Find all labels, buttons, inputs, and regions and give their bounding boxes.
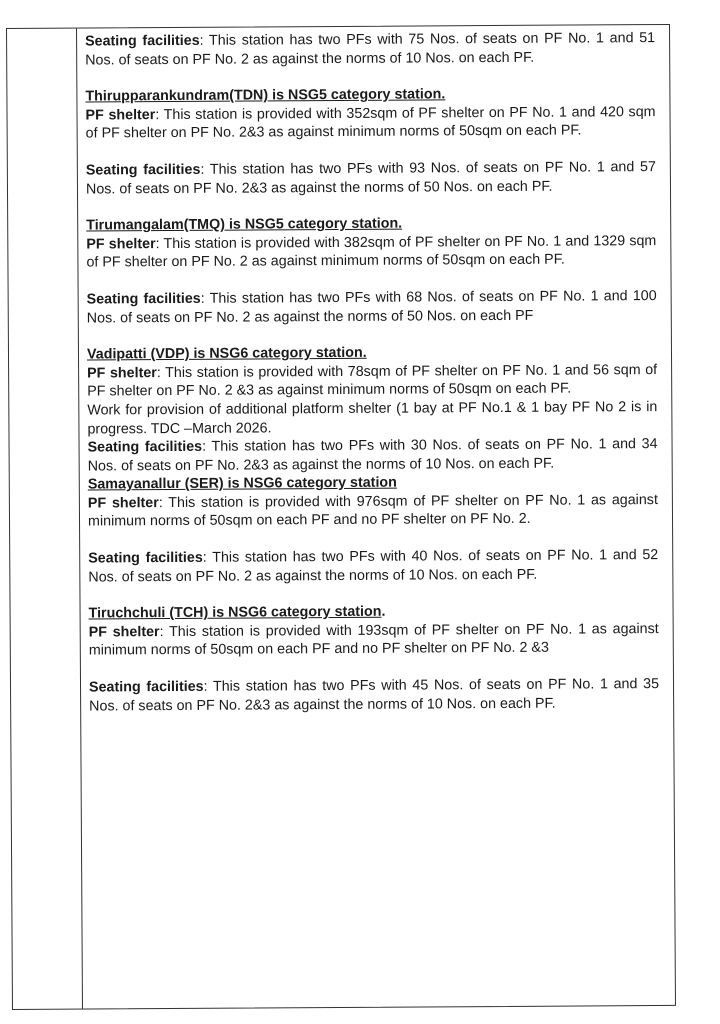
seating-paragraph	[87, 287, 657, 328]
heading-suffix: .	[381, 603, 386, 620]
seating-label: Seating facilities	[85, 32, 200, 50]
seating-label: Seating facilities	[85, 161, 201, 179]
station-heading: Thirupparankundram(TDN) is NSG5 category station.	[85, 86, 446, 105]
station-section-vdp	[87, 342, 658, 476]
shelter-text: : This station is provided with 193sqm of PF shelter on PF No. 1 as against minimum norms of 50sqm on each PF and no PF shelter on PF No. 2 &3	[88, 620, 659, 659]
shelter-label: PF shelter	[88, 623, 160, 641]
seating-label: Seating facilities	[86, 290, 201, 308]
shelter-label: PF shelter	[85, 106, 156, 124]
seating-label: Seating facilities	[87, 438, 203, 456]
seating-paragraph	[88, 546, 658, 587]
shelter-text: : This station is provided with 976sqm of PF shelter on PF No. 1 as against minimum norms of 50sqm on each PF and no PF shelter on PF No. 2.	[87, 491, 658, 530]
pf-shelter-paragraph	[88, 491, 658, 532]
shelter-text: : This station is provided with 78sqm of PF shelter on PF No. 1 and 56 sqm of PF shelter on PF No. 2 &3 as against minimum norms of 50sqm on each PF.	[87, 361, 658, 400]
seating-text: : This station has two PFs with 40 Nos. of seats on PF No. 1 and 52 Nos. of seats on PF No. 2 as against the norms of 10 Nos. on each PF.	[88, 547, 659, 586]
shelter-label: PF shelter	[86, 235, 156, 253]
seating-paragraph	[89, 675, 659, 716]
seating-text: : This station has two PFs with 45 Nos. of seats on PF No. 1 and 35 Nos. of seats on PF No. 2&3 as against the norms of 10 Nos. on each PF.	[89, 676, 660, 715]
station-heading: Vadipatti (VDP) is NSG6 category station.	[86, 344, 367, 363]
seating-text: : This station has two PFs with 30 Nos. of seats on PF No. 1 and 34 Nos. of seats on PF No. 2&3 as against the norms of 10 Nos. on each PF.	[87, 436, 658, 475]
seating-label: Seating facilities	[88, 678, 204, 696]
seating-paragraph	[88, 435, 658, 476]
shelter-text: : This station is provided with 382sqm of PF shelter on PF No. 1 and 1329 sqm of PF shelter on PF No. 2 as against minimum norms of 50sqm on each PF.	[86, 232, 657, 271]
content-cell	[85, 29, 659, 716]
seating-text: : This station has two PFs with 75 Nos. of seats on PF No. 1 and 51 Nos. of seats on PF No. 2 as against the norms of 10 Nos. on each PF.	[85, 30, 656, 69]
pf-shelter-paragraph	[85, 103, 655, 144]
shelter-text: : This station is provided with 352sqm of PF shelter on PF No. 1 and 420 sqm of PF shelter on PF No. 2&3 as against minimum norms of 50sqm on each PF.	[85, 103, 656, 142]
seating-paragraph	[86, 158, 656, 199]
station-heading: Samayanallur (SER) is NSG6 category station	[87, 474, 397, 493]
shelter-label: PF shelter	[87, 364, 157, 382]
station-section-tch	[89, 601, 660, 715]
work-note-paragraph: Work for provision of additional platform shelter (1 bay at PF No.1 & 1 bay PF No 2 is in progress. TDC –March 2026.	[87, 398, 658, 438]
station-heading: Tirumangalam(TMQ) is NSG5 category station.	[86, 215, 403, 234]
seating-label: Seating facilities	[88, 549, 203, 567]
shelter-label: PF shelter	[87, 494, 159, 512]
intro-seating-paragraph	[85, 29, 655, 70]
seating-text: : This station has two PFs with 68 Nos. of seats on PF No. 1 and 100 Nos. of seats on PF No. 2 as against the norms of 50 Nos. on each PF	[86, 287, 657, 327]
station-section-tdn	[85, 84, 656, 198]
station-heading: Tiruchchuli (TCH) is NSG6 category station	[88, 603, 382, 622]
station-section-ser	[88, 472, 659, 586]
pf-shelter-paragraph	[89, 620, 659, 661]
left-column-cell	[7, 29, 83, 1009]
pf-shelter-paragraph	[87, 361, 657, 402]
seating-text: : This station has two PFs with 93 Nos. of seats on PF No. 1 and 57 Nos. of seats on PF No. 2&3 as against the norms of 50 Nos. on each PF.	[85, 159, 656, 198]
station-section-tmq	[86, 213, 657, 327]
pf-shelter-paragraph	[86, 232, 656, 273]
document-table	[6, 24, 676, 1010]
